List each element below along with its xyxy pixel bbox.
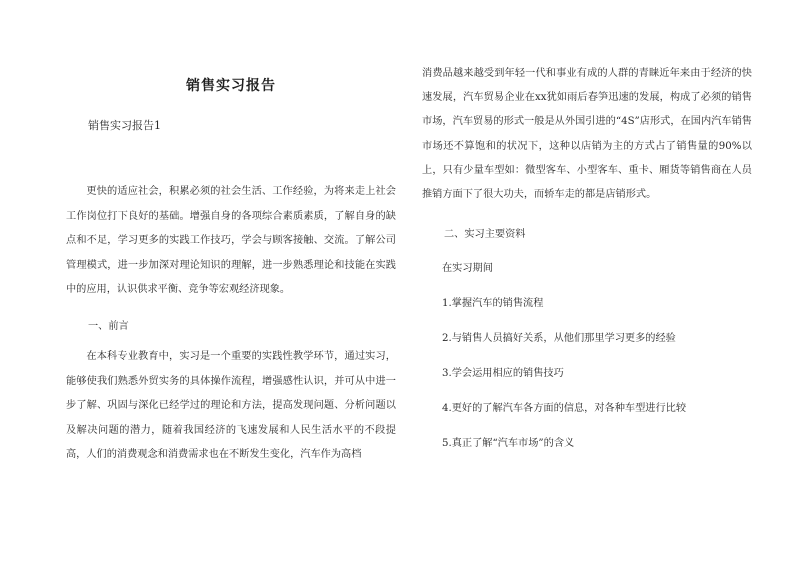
preface-paragraph: 在本科专业教育中，实习是一个重要的实践性教学环节，通过实习，能够使我们熟悉外贸实务的具体操作流程，增强感性认识，并可从中进一步了解、巩固与深化已经学过的理论和方法，提高发现问题、分析问题以及解决问题的潜力，随着我国经济的飞速发展和人民生活水平的不段提高，人们的消费观念和消费需求也在不断发生变化，汽车作为高档 — [66, 351, 396, 460]
section-heading-main-content: 二、实习主要资料 — [444, 229, 526, 241]
list-item: 4.更好的了解汽车各方面的信息，对各种车型进行比较 — [442, 403, 687, 415]
right-column — [422, 62, 752, 456]
document-title: 销售实习报告 — [186, 78, 276, 94]
continued-paragraph: 消费品越来越受到年轻一代和事业有成的人群的青睐近年来由于经济的快速发展，汽车贸易企业在xx犹如雨后春笋迅速的发展，构成了必须的销售市场，汽车贸易的形式一般是从外国引进的“4S”店形式，在国内汽车销售市场还不算饱和的状况下，这种以店销为主的方式占了销售量的90%以上，只有少量车型如：微型客车、小型客车、重卡、厢货等销售商在人员推销方面下了很大功夫，而轿车走的都是店销形式。 — [422, 68, 752, 201]
list-item: 3.学会运用相应的销售技巧 — [442, 368, 564, 380]
intro-paragraph: 更快的适应社会，积累必须的社会生活、工作经验，为将来走上社会工作岗位打下良好的基础。增强自身的各项综合素质素质，了解自身的缺点和不足，学习更多的实践工作技巧，学会与顾客接触、交流。了解公司管理模式，进一步加深对理论知识的理解，进一步熟悉理论和技能在实践中的应用，认识供求平衡、竞争等宏观经济现象。 — [66, 186, 396, 295]
left-column — [66, 70, 396, 468]
list-item: 1.掌握汽车的销售流程 — [442, 298, 544, 310]
list-item: 5.真正了解“汽车市场”的含义 — [442, 438, 575, 450]
list-item: 2.与销售人员搞好关系，从他们那里学习更多的经验 — [442, 333, 676, 345]
period-label: 在实习期间 — [442, 263, 493, 275]
section-heading-preface: 一、前言 — [88, 320, 129, 332]
document-subtitle: 销售实习报告1 — [88, 119, 161, 132]
